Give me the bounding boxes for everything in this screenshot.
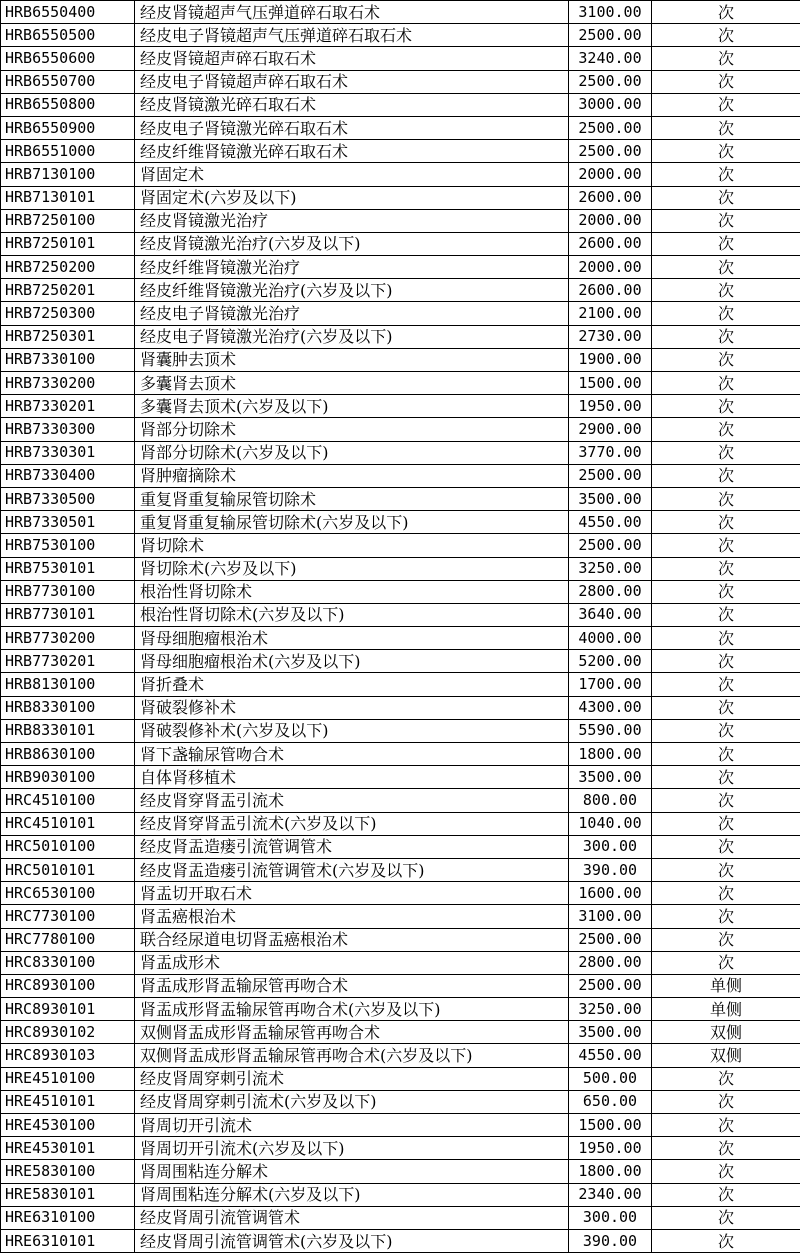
table-row <box>1 441 800 464</box>
price-table-body <box>1 1 800 1253</box>
table-row <box>1 858 800 881</box>
item-code-cell: HRE4510101 <box>1 1090 135 1113</box>
item-code-cell: HRB7330500 <box>1 487 135 510</box>
item-code-cell: HRB8130100 <box>1 673 135 696</box>
item-code-cell: HRE6310100 <box>1 1206 135 1229</box>
item-code-cell: HRE6310101 <box>1 1229 135 1252</box>
item-unit-cell: 次 <box>652 395 800 418</box>
item-unit-cell: 次 <box>652 47 800 70</box>
item-name-cell: 经皮电子肾镜激光治疗 <box>135 302 569 325</box>
table-row <box>1 1183 800 1206</box>
item-name-cell: 肾周切开引流术 <box>135 1114 569 1137</box>
item-unit-cell: 次 <box>652 1229 800 1252</box>
item-name-cell: 肾盂成形肾盂输尿管再吻合术 <box>135 974 569 997</box>
item-price-cell: 800.00 <box>569 789 652 812</box>
item-unit-cell: 次 <box>652 93 800 116</box>
table-row <box>1 418 800 441</box>
table-row <box>1 140 800 163</box>
item-name-cell: 经皮肾穿肾盂引流术(六岁及以下) <box>135 812 569 835</box>
item-name-cell: 双侧肾盂成形肾盂输尿管再吻合术(六岁及以下) <box>135 1044 569 1067</box>
item-code-cell: HRB7730100 <box>1 580 135 603</box>
item-price-cell: 1900.00 <box>569 348 652 371</box>
item-unit-cell: 次 <box>652 812 800 835</box>
item-name-cell: 肾切除术 <box>135 534 569 557</box>
table-row <box>1 1229 800 1252</box>
item-price-cell: 3240.00 <box>569 47 652 70</box>
item-name-cell: 经皮肾周穿刺引流术 <box>135 1067 569 1090</box>
item-code-cell: HRC8930102 <box>1 1021 135 1044</box>
item-code-cell: HRC7730100 <box>1 905 135 928</box>
item-code-cell: HRC7780100 <box>1 928 135 951</box>
table-row <box>1 1044 800 1067</box>
item-unit-cell: 次 <box>652 186 800 209</box>
item-unit-cell: 次 <box>652 673 800 696</box>
item-code-cell: HRC8930103 <box>1 1044 135 1067</box>
table-row <box>1 650 800 673</box>
item-name-cell: 肾破裂修补术 <box>135 696 569 719</box>
item-price-cell: 3500.00 <box>569 1021 652 1044</box>
item-code-cell: HRB7530100 <box>1 534 135 557</box>
table-row <box>1 302 800 325</box>
item-name-cell: 肾母细胞瘤根治术(六岁及以下) <box>135 650 569 673</box>
item-name-cell: 经皮肾盂造瘘引流管调管术(六岁及以下) <box>135 858 569 881</box>
item-name-cell: 肾固定术(六岁及以下) <box>135 186 569 209</box>
item-name-cell: 肾破裂修补术(六岁及以下) <box>135 719 569 742</box>
item-price-cell: 2800.00 <box>569 951 652 974</box>
item-unit-cell: 次 <box>652 1137 800 1160</box>
item-name-cell: 联合经尿道电切肾盂癌根治术 <box>135 928 569 951</box>
table-row <box>1 1160 800 1183</box>
table-row <box>1 998 800 1021</box>
item-price-cell: 2600.00 <box>569 186 652 209</box>
item-unit-cell: 次 <box>652 325 800 348</box>
item-name-cell: 经皮电子肾镜激光碎石取石术 <box>135 116 569 139</box>
item-unit-cell: 次 <box>652 534 800 557</box>
item-code-cell: HRB7330100 <box>1 348 135 371</box>
table-row <box>1 1090 800 1113</box>
item-code-cell: HRB6551000 <box>1 140 135 163</box>
item-unit-cell: 次 <box>652 1 800 24</box>
item-price-cell: 2000.00 <box>569 209 652 232</box>
item-code-cell: HRB8630100 <box>1 743 135 766</box>
item-name-cell: 经皮肾镜超声碎石取石术 <box>135 47 569 70</box>
item-unit-cell: 次 <box>652 487 800 510</box>
item-unit-cell: 次 <box>652 372 800 395</box>
item-price-cell: 2600.00 <box>569 232 652 255</box>
item-code-cell: HRB7330301 <box>1 441 135 464</box>
item-price-cell: 5200.00 <box>569 650 652 673</box>
item-name-cell: 自体肾移植术 <box>135 766 569 789</box>
item-unit-cell: 次 <box>652 766 800 789</box>
table-row <box>1 372 800 395</box>
item-unit-cell: 次 <box>652 1090 800 1113</box>
item-unit-cell: 次 <box>652 116 800 139</box>
item-price-cell: 3770.00 <box>569 441 652 464</box>
item-unit-cell: 次 <box>652 279 800 302</box>
item-unit-cell: 次 <box>652 743 800 766</box>
item-price-cell: 2900.00 <box>569 418 652 441</box>
item-code-cell: HRB7250301 <box>1 325 135 348</box>
item-name-cell: 肾盂成形术 <box>135 951 569 974</box>
table-row <box>1 256 800 279</box>
item-name-cell: 根治性肾切除术 <box>135 580 569 603</box>
item-unit-cell: 次 <box>652 511 800 534</box>
item-unit-cell: 次 <box>652 1206 800 1229</box>
item-unit-cell: 次 <box>652 1160 800 1183</box>
item-code-cell: HRC5010101 <box>1 858 135 881</box>
item-unit-cell: 次 <box>652 256 800 279</box>
item-name-cell: 经皮电子肾镜超声气压弹道碎石取石术 <box>135 24 569 47</box>
item-name-cell: 经皮肾穿肾盂引流术 <box>135 789 569 812</box>
table-row <box>1 1067 800 1090</box>
table-row <box>1 70 800 93</box>
item-price-cell: 1500.00 <box>569 1114 652 1137</box>
table-row <box>1 743 800 766</box>
item-code-cell: HRB7330400 <box>1 464 135 487</box>
item-name-cell: 多囊肾去顶术 <box>135 372 569 395</box>
item-price-cell: 4000.00 <box>569 627 652 650</box>
table-row <box>1 534 800 557</box>
item-name-cell: 经皮肾镜激光治疗 <box>135 209 569 232</box>
table-row <box>1 93 800 116</box>
item-price-cell: 1800.00 <box>569 743 652 766</box>
item-price-cell: 3000.00 <box>569 93 652 116</box>
item-unit-cell: 次 <box>652 858 800 881</box>
item-code-cell: HRB7130101 <box>1 186 135 209</box>
item-name-cell: 经皮肾镜超声气压弹道碎石取石术 <box>135 1 569 24</box>
item-code-cell: HRB7730200 <box>1 627 135 650</box>
table-row <box>1 812 800 835</box>
table-row <box>1 1 800 24</box>
item-name-cell: 经皮肾周穿刺引流术(六岁及以下) <box>135 1090 569 1113</box>
item-code-cell: HRB7130100 <box>1 163 135 186</box>
item-code-cell: HRB6550700 <box>1 70 135 93</box>
table-row <box>1 116 800 139</box>
item-price-cell: 5590.00 <box>569 719 652 742</box>
item-code-cell: HRC4510100 <box>1 789 135 812</box>
table-row <box>1 719 800 742</box>
table-row <box>1 766 800 789</box>
item-unit-cell: 次 <box>652 163 800 186</box>
item-unit-cell: 次 <box>652 1114 800 1137</box>
item-price-cell: 2500.00 <box>569 116 652 139</box>
item-price-cell: 1700.00 <box>569 673 652 696</box>
table-row <box>1 789 800 812</box>
item-name-cell: 经皮纤维肾镜激光治疗(六岁及以下) <box>135 279 569 302</box>
table-row <box>1 325 800 348</box>
table-row <box>1 835 800 858</box>
item-code-cell: HRB7330300 <box>1 418 135 441</box>
table-row <box>1 186 800 209</box>
item-unit-cell: 次 <box>652 1067 800 1090</box>
item-unit-cell: 次 <box>652 882 800 905</box>
item-name-cell: 经皮电子肾镜超声碎石取石术 <box>135 70 569 93</box>
item-name-cell: 重复肾重复输尿管切除术 <box>135 487 569 510</box>
item-unit-cell: 次 <box>652 951 800 974</box>
item-price-cell: 1500.00 <box>569 372 652 395</box>
item-name-cell: 肾肿瘤摘除术 <box>135 464 569 487</box>
item-name-cell: 肾周切开引流术(六岁及以下) <box>135 1137 569 1160</box>
item-name-cell: 经皮肾镜激光治疗(六岁及以下) <box>135 232 569 255</box>
item-code-cell: HRC8930101 <box>1 998 135 1021</box>
item-code-cell: HRB7330200 <box>1 372 135 395</box>
item-code-cell: HRE5830101 <box>1 1183 135 1206</box>
item-price-cell: 1800.00 <box>569 1160 652 1183</box>
item-code-cell: HRB6550400 <box>1 1 135 24</box>
item-code-cell: HRC8930100 <box>1 974 135 997</box>
item-unit-cell: 次 <box>652 24 800 47</box>
item-code-cell: HRB7730101 <box>1 603 135 626</box>
item-code-cell: HRC5010100 <box>1 835 135 858</box>
table-row <box>1 928 800 951</box>
item-unit-cell: 次 <box>652 557 800 580</box>
item-name-cell: 经皮肾盂造瘘引流管调管术 <box>135 835 569 858</box>
item-name-cell: 肾下盏输尿管吻合术 <box>135 743 569 766</box>
item-price-cell: 650.00 <box>569 1090 652 1113</box>
item-price-cell: 4550.00 <box>569 511 652 534</box>
item-price-cell: 2800.00 <box>569 580 652 603</box>
item-name-cell: 根治性肾切除术(六岁及以下) <box>135 603 569 626</box>
table-row <box>1 1206 800 1229</box>
item-unit-cell: 次 <box>652 650 800 673</box>
item-price-cell: 300.00 <box>569 835 652 858</box>
item-price-cell: 1040.00 <box>569 812 652 835</box>
item-name-cell: 经皮肾周引流管调管术 <box>135 1206 569 1229</box>
item-price-cell: 3100.00 <box>569 1 652 24</box>
item-price-cell: 2500.00 <box>569 974 652 997</box>
item-unit-cell: 次 <box>652 418 800 441</box>
item-unit-cell: 次 <box>652 719 800 742</box>
table-row <box>1 974 800 997</box>
item-unit-cell: 次 <box>652 464 800 487</box>
item-price-cell: 3250.00 <box>569 998 652 1021</box>
item-price-cell: 2500.00 <box>569 928 652 951</box>
table-row <box>1 1021 800 1044</box>
item-name-cell: 肾部分切除术(六岁及以下) <box>135 441 569 464</box>
item-unit-cell: 次 <box>652 441 800 464</box>
item-code-cell: HRC8330100 <box>1 951 135 974</box>
item-code-cell: HRB7250300 <box>1 302 135 325</box>
item-price-cell: 3640.00 <box>569 603 652 626</box>
item-unit-cell: 次 <box>652 789 800 812</box>
item-price-cell: 2500.00 <box>569 70 652 93</box>
table-row <box>1 905 800 928</box>
table-row <box>1 279 800 302</box>
table-row <box>1 557 800 580</box>
item-code-cell: HRB8330101 <box>1 719 135 742</box>
item-unit-cell: 次 <box>652 1183 800 1206</box>
item-name-cell: 肾周围粘连分解术 <box>135 1160 569 1183</box>
item-code-cell: HRB6550500 <box>1 24 135 47</box>
item-unit-cell: 次 <box>652 835 800 858</box>
item-price-cell: 4300.00 <box>569 696 652 719</box>
table-row <box>1 464 800 487</box>
item-price-cell: 1600.00 <box>569 882 652 905</box>
item-code-cell: HRE5830100 <box>1 1160 135 1183</box>
item-name-cell: 经皮电子肾镜激光治疗(六岁及以下) <box>135 325 569 348</box>
item-code-cell: HRE4510100 <box>1 1067 135 1090</box>
item-name-cell: 双侧肾盂成形肾盂输尿管再吻合术 <box>135 1021 569 1044</box>
table-row <box>1 951 800 974</box>
table-row <box>1 1114 800 1137</box>
item-code-cell: HRB9030100 <box>1 766 135 789</box>
item-price-cell: 500.00 <box>569 1067 652 1090</box>
item-name-cell: 肾切除术(六岁及以下) <box>135 557 569 580</box>
item-price-cell: 3500.00 <box>569 487 652 510</box>
item-name-cell: 经皮肾镜激光碎石取石术 <box>135 93 569 116</box>
item-code-cell: HRB6550800 <box>1 93 135 116</box>
item-name-cell: 多囊肾去顶术(六岁及以下) <box>135 395 569 418</box>
item-price-cell: 300.00 <box>569 1206 652 1229</box>
item-unit-cell: 次 <box>652 209 800 232</box>
table-row <box>1 603 800 626</box>
item-price-cell: 2500.00 <box>569 534 652 557</box>
item-price-cell: 1950.00 <box>569 1137 652 1160</box>
item-price-cell: 3250.00 <box>569 557 652 580</box>
table-row <box>1 696 800 719</box>
item-unit-cell: 单侧 <box>652 998 800 1021</box>
table-row <box>1 673 800 696</box>
item-price-cell: 2340.00 <box>569 1183 652 1206</box>
table-row <box>1 627 800 650</box>
item-code-cell: HRB7730201 <box>1 650 135 673</box>
item-unit-cell: 次 <box>652 140 800 163</box>
item-unit-cell: 次 <box>652 70 800 93</box>
item-name-cell: 肾部分切除术 <box>135 418 569 441</box>
item-price-cell: 1950.00 <box>569 395 652 418</box>
table-row <box>1 163 800 186</box>
item-unit-cell: 次 <box>652 696 800 719</box>
item-code-cell: HRE4530100 <box>1 1114 135 1137</box>
item-price-cell: 2100.00 <box>569 302 652 325</box>
table-row <box>1 511 800 534</box>
item-code-cell: HRB7330501 <box>1 511 135 534</box>
item-unit-cell: 次 <box>652 928 800 951</box>
item-code-cell: HRB7250101 <box>1 232 135 255</box>
item-code-cell: HRB7250200 <box>1 256 135 279</box>
table-row <box>1 487 800 510</box>
item-unit-cell: 次 <box>652 348 800 371</box>
item-name-cell: 肾囊肿去顶术 <box>135 348 569 371</box>
item-code-cell: HRB7530101 <box>1 557 135 580</box>
item-price-cell: 390.00 <box>569 1229 652 1252</box>
item-price-cell: 2500.00 <box>569 140 652 163</box>
table-row <box>1 580 800 603</box>
table-row <box>1 882 800 905</box>
item-code-cell: HRB8330100 <box>1 696 135 719</box>
item-name-cell: 肾盂成形肾盂输尿管再吻合术(六岁及以下) <box>135 998 569 1021</box>
item-price-cell: 3100.00 <box>569 905 652 928</box>
table-row <box>1 47 800 70</box>
item-name-cell: 肾固定术 <box>135 163 569 186</box>
table-row <box>1 348 800 371</box>
item-name-cell: 肾折叠术 <box>135 673 569 696</box>
item-price-cell: 2730.00 <box>569 325 652 348</box>
item-name-cell: 经皮肾周引流管调管术(六岁及以下) <box>135 1229 569 1252</box>
item-code-cell: HRB7250100 <box>1 209 135 232</box>
item-code-cell: HRB7330201 <box>1 395 135 418</box>
table-row <box>1 24 800 47</box>
item-price-cell: 2000.00 <box>569 256 652 279</box>
item-unit-cell: 双侧 <box>652 1021 800 1044</box>
item-name-cell: 肾母细胞瘤根治术 <box>135 627 569 650</box>
item-name-cell: 肾盂癌根治术 <box>135 905 569 928</box>
item-price-cell: 390.00 <box>569 858 652 881</box>
item-unit-cell: 次 <box>652 232 800 255</box>
item-price-cell: 2500.00 <box>569 464 652 487</box>
item-code-cell: HRB7250201 <box>1 279 135 302</box>
item-unit-cell: 双侧 <box>652 1044 800 1067</box>
item-unit-cell: 次 <box>652 627 800 650</box>
item-price-cell: 2500.00 <box>569 24 652 47</box>
item-code-cell: HRC4510101 <box>1 812 135 835</box>
item-unit-cell: 次 <box>652 580 800 603</box>
item-name-cell: 肾盂切开取石术 <box>135 882 569 905</box>
item-price-cell: 2600.00 <box>569 279 652 302</box>
item-unit-cell: 次 <box>652 603 800 626</box>
item-price-cell: 2000.00 <box>569 163 652 186</box>
table-row <box>1 232 800 255</box>
item-code-cell: HRB6550900 <box>1 116 135 139</box>
item-unit-cell: 单侧 <box>652 974 800 997</box>
table-row <box>1 209 800 232</box>
item-name-cell: 重复肾重复输尿管切除术(六岁及以下) <box>135 511 569 534</box>
item-name-cell: 经皮纤维肾镜激光碎石取石术 <box>135 140 569 163</box>
table-row <box>1 395 800 418</box>
item-unit-cell: 次 <box>652 905 800 928</box>
item-name-cell: 经皮纤维肾镜激光治疗 <box>135 256 569 279</box>
item-code-cell: HRB6550600 <box>1 47 135 70</box>
item-price-cell: 3500.00 <box>569 766 652 789</box>
item-name-cell: 肾周围粘连分解术(六岁及以下) <box>135 1183 569 1206</box>
item-code-cell: HRE4530101 <box>1 1137 135 1160</box>
item-unit-cell: 次 <box>652 302 800 325</box>
table-row <box>1 1137 800 1160</box>
item-code-cell: HRC6530100 <box>1 882 135 905</box>
item-price-cell: 4550.00 <box>569 1044 652 1067</box>
